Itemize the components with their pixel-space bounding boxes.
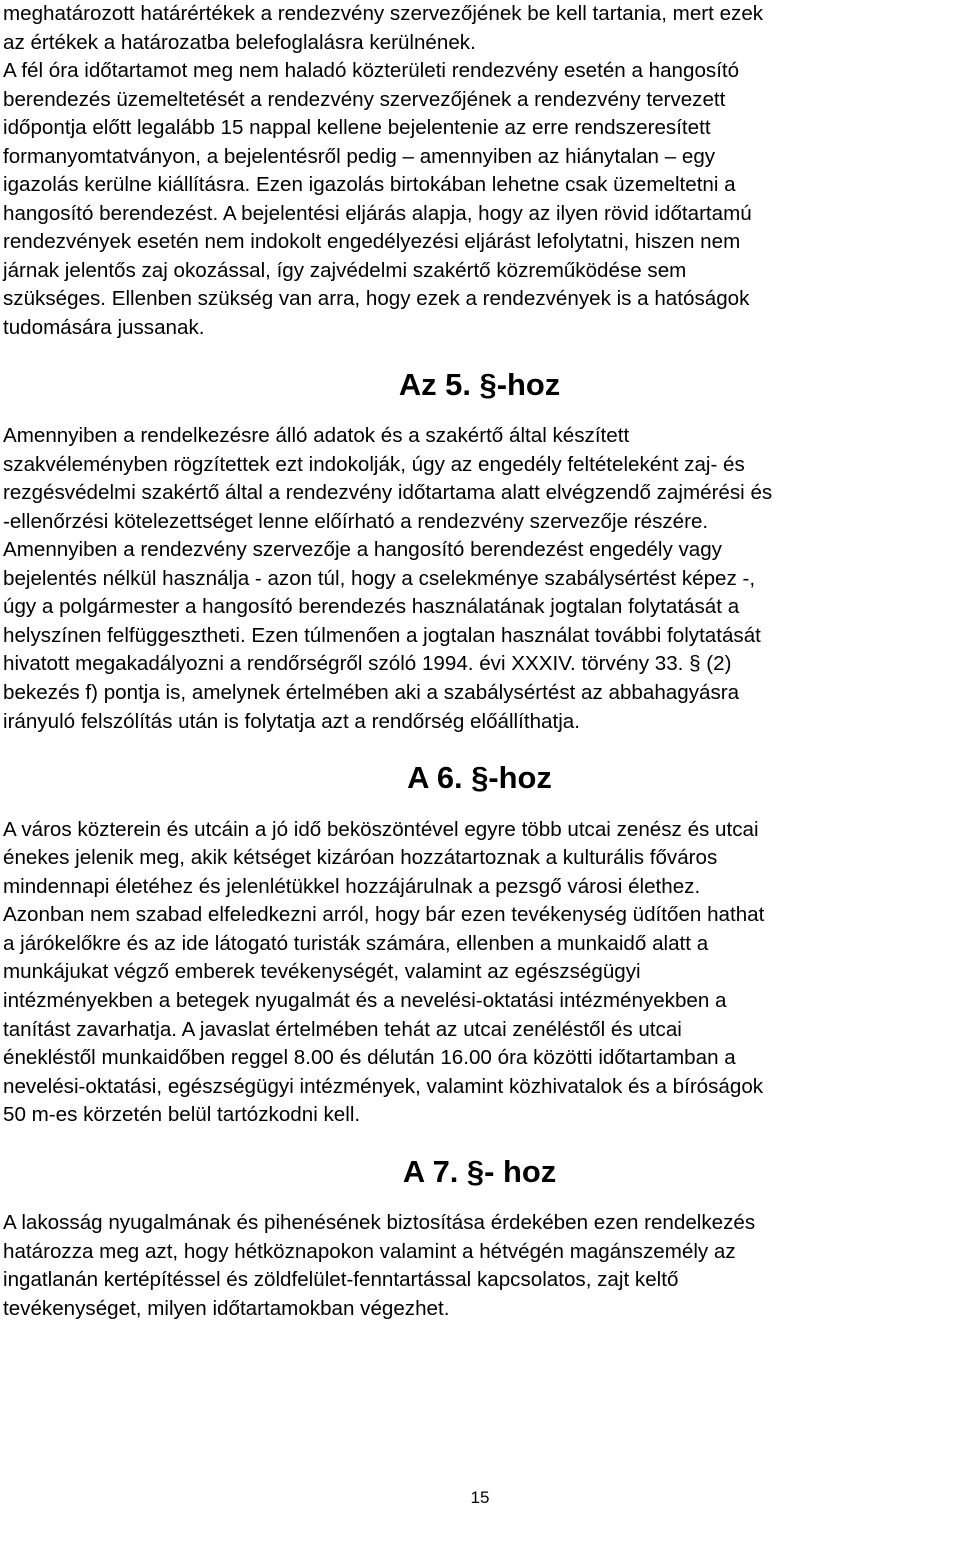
paragraph-section-5: Amennyiben a rendelkezésre álló adatok és a szakértő által készített szakvéleményben rögzítettek ezt indokolják, úgy az engedély feltételeként zaj- és rezgésvédelmi szakértő által a rendezvény időtartama alatt elvégzendő zajmérési és -ellenőrzési kötelezettséget lenne előírható a rendezvény szervezője részére. Amennyiben a rendezvény szervezője a hangosító berendezést engedély vagy bejelentés nélkül használja - azon túl, hogy a cselekménye szabálysértést képez -, úgy a polgármester a hangosító berendezés használatának jogtalan folytatását a helyszínen felfüggesztheti. Ezen túlmenően a jogtalan használat további folytatását hivatott megakadályozni a rendőrségről szóló 1994. évi XXXIV. törvény 33. § (2) bekezés f) pontja is, amelynek értelmében aki a szabálysértést az abbahagyásra irányuló felszólítás után is folytatja azt a rendőrség előállíthatja. <box>3 424 773 733</box>
document-page <box>3 0 956 1323</box>
section-heading-6: A 6. §-hoz <box>407 760 552 796</box>
page-number: 15 <box>470 1488 490 1507</box>
section-heading-7: A 7. §- hoz <box>402 1153 557 1189</box>
paragraph-section-7: A lakosság nyugalmának és pihenésének biztosítása érdekében ezen rendelkezés határozza meg azt, hogy hétköznapokon valamint a hétvégén magánszemély az ingatlanán kertépítéssel és zöldfelület-fenntartással kapcsolatos, zajt keltő tevékenységet, milyen időtartamokban végezhet. <box>3 1211 756 1320</box>
paragraph-section-6: A város közterein és utcáin a jó idő beköszöntével egyre több utcai zenész és utcai énekes jelenik meg, akik kétséget kizáróan hozzátartoznak a kulturális főváros mindennapi életéhez és jelenlétükkel hozzájárulnak a pezsgő városi élethez. Azonban nem szabad elfeledkezni arról, hogy bár ezen tevékenység üdítően hathat a járókelőkre és az ide látogató turisták számára, ellenben a munkaidő alatt a munkájukat végző emberek tevékenységét, valamint az egészségügyi intézményekben a betegek nyugalmát és a nevelési-oktatási intézményekben a tanítást zavarhatja. A javaslat értelmében tehát az utcai zenéléstől és utcai énekléstől munkaidőben reggel 8.00 és délután 16.00 óra közötti időtartamban a nevelési-oktatási, egészségügyi intézmények, valamint közhivatalok és a bíróságok 50 m-es körzetén belül tartózkodni kell. <box>3 817 765 1127</box>
paragraph-event-notification: meghatározott határértékek a rendezvény szervezőjének be kell tartania, mert ezek az értékek a határozatba belefoglalásra kerülnének. A fél óra időtartamot meg nem haladó közterületi rendezvény esetén a hangosító berendezés üzemeltetését a rendezvény szervezőjének a rendezvény tervezett időpontja előtt legalább 15 nappal kellene bejelentenie az erre rendszeresített formanyomtatványon, a bejelentésről pedig – amennyiben az hiánytalan – egy igazolás kerülne kiállításra. Ezen igazolás birtokában lehetne csak üzemeltetni a hangosító berendezést. A bejelentési eljárás alapja, hogy az ilyen rövid időtartamú rendezvények esetén nem indokolt engedélyezési eljárást lefolytatni, hiszen nem járnak jelentős zaj okozással, így zajvédelmi szakértő közreműködése sem szükséges. Ellenben szükség van arra, hogy ezek a rendezvények is a hatóságok tudomására jussanak. <box>3 2 764 340</box>
section-heading-5: Az 5. §-hoz <box>398 366 561 402</box>
